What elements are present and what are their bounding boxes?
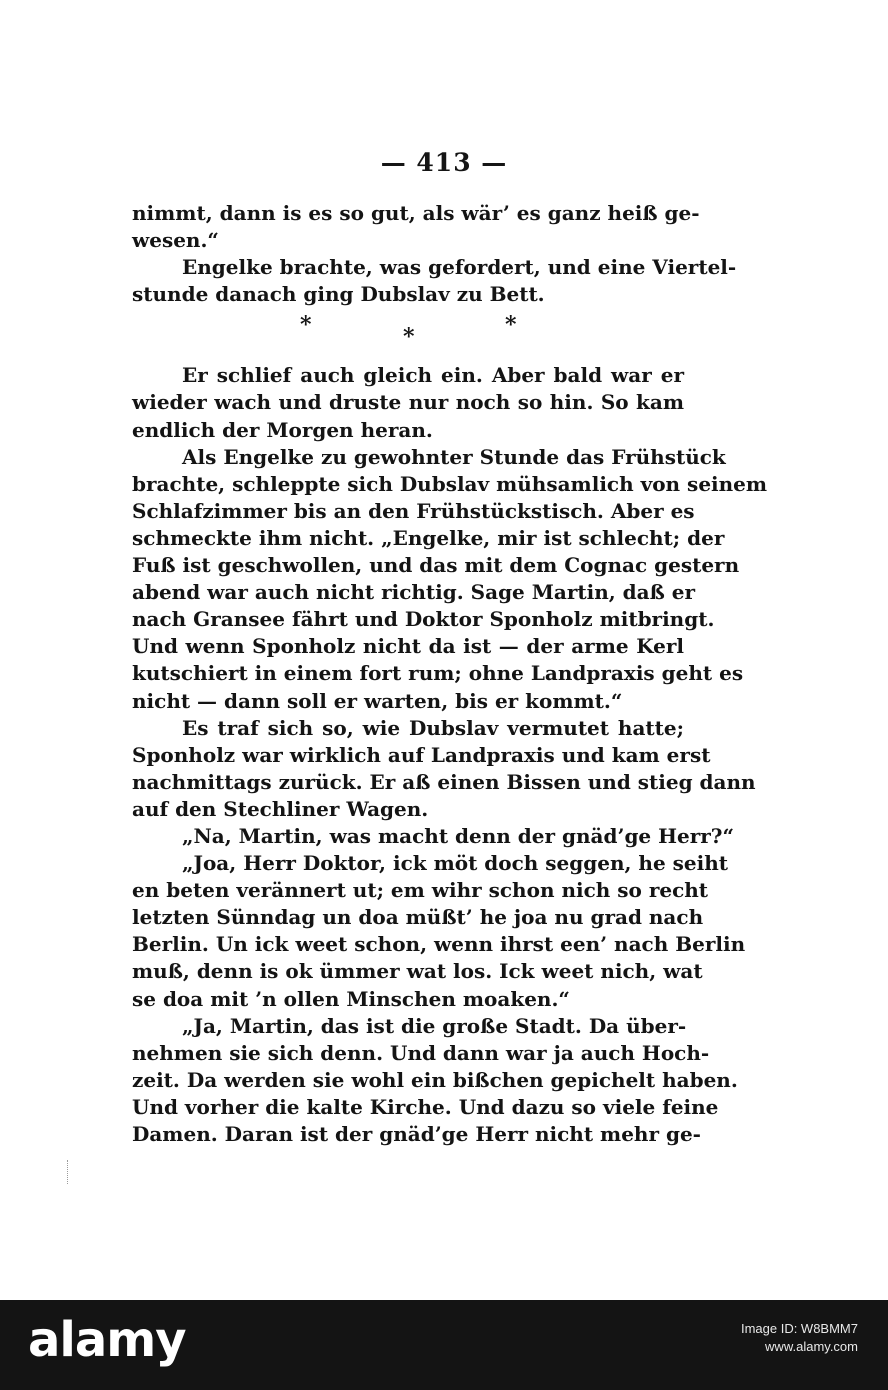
text-line: Sponholz war wirklich auf Landpraxis und kam erst xyxy=(132,742,711,767)
text-line: stunde danach ging Dubslav zu Bett. xyxy=(132,282,545,307)
text-line: nachmittags zurück. Er aß einen Bissen und stieg dann xyxy=(132,769,756,794)
text-line: Engelke brachte, was gefordert, und eine Viertel- xyxy=(182,255,737,280)
text-line: Und wenn Sponholz nicht da ist — der arme Kerl xyxy=(132,634,684,659)
text-line: auf den Stechliner Wagen. xyxy=(132,796,429,821)
text-line: Fuß ist geschwollen, und das mit dem Cognac gestern xyxy=(132,553,740,578)
text-line: Berlin. Un ick weet schon, wenn ihrst een’ nach Berlin xyxy=(132,932,746,957)
watermark-bar xyxy=(0,1300,888,1390)
text-line: letzten Sünndag un doa müßt’ he joa nu grad nach xyxy=(132,905,704,930)
text-line: Als Engelke zu gewohnter Stunde das Frühstück xyxy=(182,444,726,469)
text-line: Und vorher die kalte Kirche. Und dazu so viele feine xyxy=(132,1094,719,1119)
text-line: nimmt, dann is es so gut, als wär’ es ganz heiß ge- xyxy=(132,201,700,225)
text-line: Damen. Daran ist der gnäd’ge Herr nicht mehr ge- xyxy=(132,1122,701,1146)
text-line: nach Gransee fährt und Doktor Sponholz mitbringt. xyxy=(132,607,715,632)
text-line: Er schlief auch gleich ein. Aber bald war er xyxy=(182,363,684,388)
text-line: brachte, schleppte sich Dubslav mühsamlich von seinem xyxy=(132,471,768,496)
text-line: „Joa, Herr Doktor, ick möt doch seggen, he seiht xyxy=(182,851,729,876)
text-line: nehmen sie sich denn. Und dann war ja auch Hoch- xyxy=(132,1040,710,1065)
text-line: nicht — dann soll er warten, bis er kommt.“ xyxy=(132,688,623,713)
site-url: www.alamy.com xyxy=(765,1339,858,1354)
text-line: wieder wach und druste nur noch so hin. So kam xyxy=(132,390,684,415)
text-line: „Na, Martin, was macht denn der gnäd’ge Herr?“ xyxy=(182,823,735,848)
text-line: „Ja, Martin, das ist die große Stadt. Da über- xyxy=(182,1013,687,1038)
text-block xyxy=(132,200,768,1148)
text-line: se doa mit ’n ollen Minschen moaken.“ xyxy=(132,986,570,1011)
text-line: wesen.“ xyxy=(132,228,219,253)
separator-star: * xyxy=(300,312,312,339)
alamy-logo: alamy xyxy=(28,1312,186,1368)
separator-star: * xyxy=(505,312,517,339)
text-line: kutschiert in einem fort rum; ohne Landpraxis geht es xyxy=(132,661,744,686)
text-line: Es traf sich so, wie Dubslav vermutet hatte; xyxy=(182,715,684,740)
page-number: — 413 — xyxy=(380,148,508,177)
separator-star: * xyxy=(403,324,415,351)
text-line: Schlafzimmer bis an den Frühstückstisch. Aber es xyxy=(132,498,695,523)
section-separator xyxy=(132,308,684,362)
text-line: zeit. Da werden sie wohl ein bißchen gepichelt haben. xyxy=(132,1067,738,1092)
image-id-label xyxy=(741,1320,858,1356)
text-line: abend war auch nicht richtig. Sage Martin, daß er xyxy=(132,580,696,605)
text-line: en beten verännert ut; em wihr schon nich so recht xyxy=(132,878,709,903)
scan-artifact xyxy=(67,1160,70,1184)
text-line: endlich der Morgen heran. xyxy=(132,417,433,442)
text-line: muß, denn is ok ümmer wat los. Ick weet nich, wat xyxy=(132,959,703,984)
text-line: schmeckte ihm nicht. „Engelke, mir ist schlecht; der xyxy=(132,525,725,550)
image-id-text: Image ID: W8BMM7 xyxy=(740,1321,858,1336)
